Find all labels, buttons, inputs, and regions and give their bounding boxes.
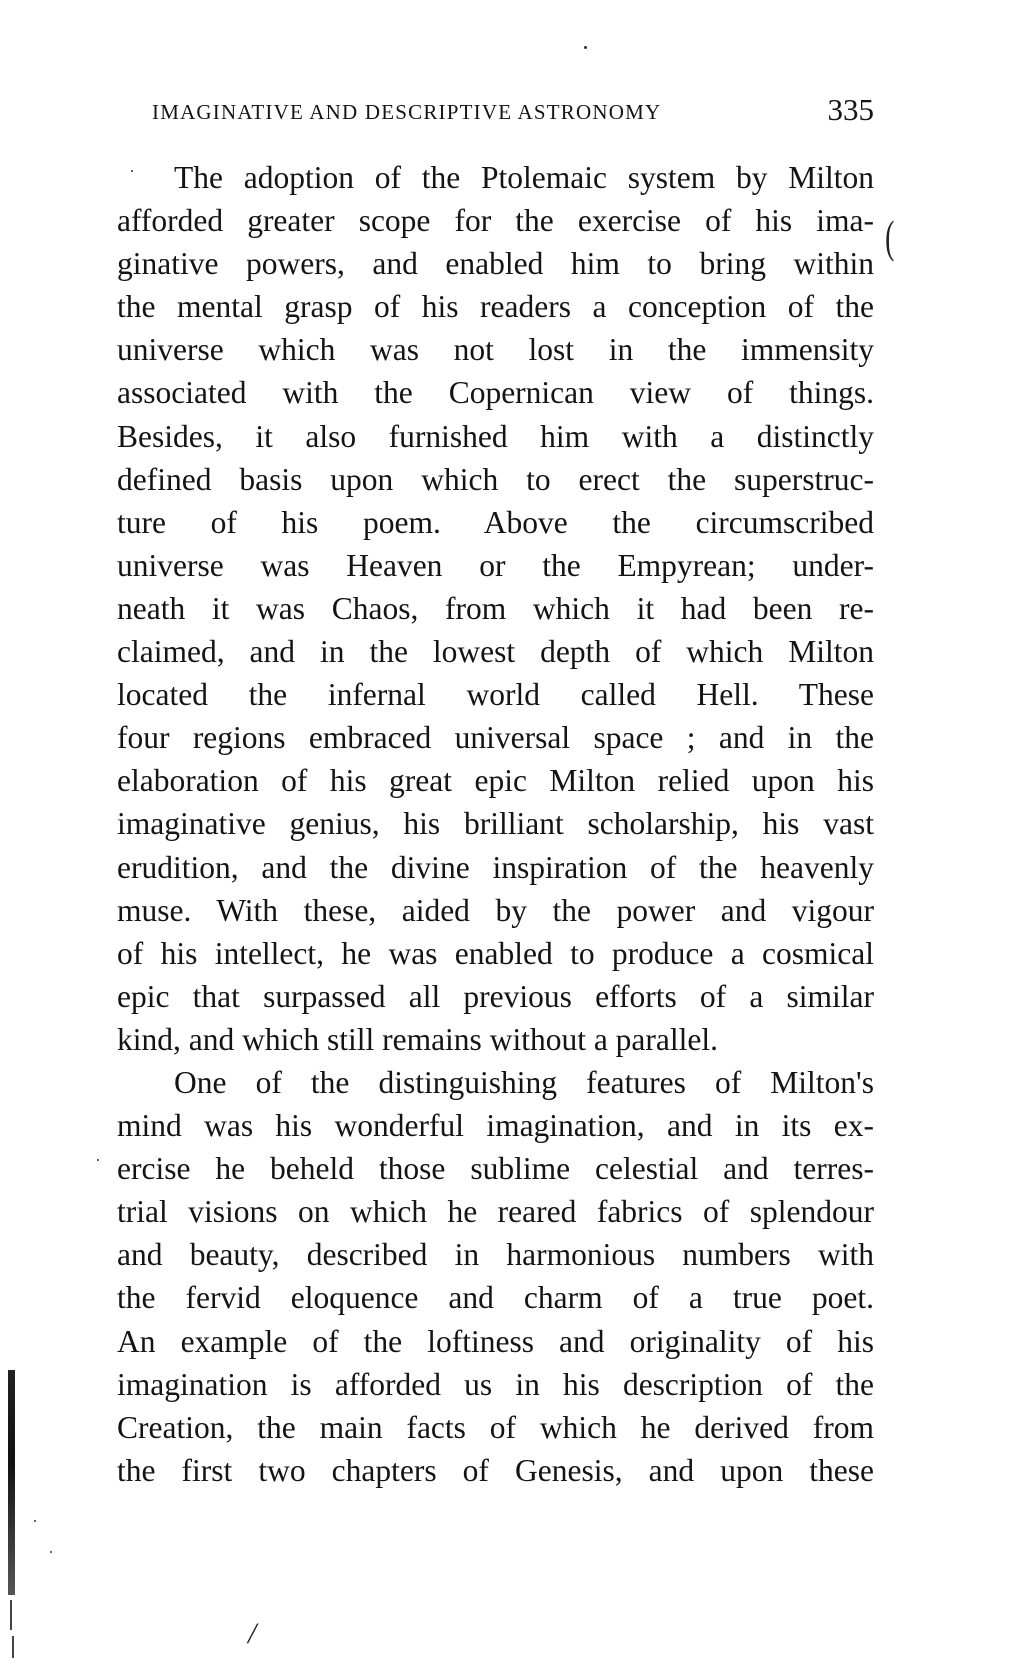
scan-edge-tick: [12, 1636, 14, 1658]
running-title: IMAGINATIVE AND DESCRIPTIVE ASTRONOMY: [152, 100, 662, 124]
text-line: muse. With these, aided by the power and vigour: [117, 892, 874, 928]
text-line: ercise he beheld those sublime celestial and terres-: [117, 1151, 874, 1187]
text-line: elaboration of his great epic Milton relied upon his: [117, 763, 874, 799]
scan-speck: [131, 170, 133, 172]
text-line: the mental grasp of his readers a conception of the: [117, 289, 874, 325]
scan-edge-bar: [8, 1370, 15, 1595]
text-line: One of the distinguishing features of Milton's: [174, 1064, 874, 1100]
text-line: kind, and which still remains without a parallel.: [117, 1021, 718, 1057]
text-line: the first two chapters of Genesis, and upon these: [117, 1452, 874, 1488]
text-line: trial visions on which he reared fabrics of splendour: [117, 1194, 874, 1230]
text-line: associated with the Copernican view of things.: [117, 375, 874, 411]
scan-speck: [97, 1159, 99, 1161]
body-text: [117, 156, 874, 1492]
margin-tick-mark: /: [248, 1617, 257, 1650]
text-line: Besides, it also furnished him with a distinctly: [117, 418, 874, 454]
scan-speck: [50, 1551, 52, 1553]
scan-speck: [34, 1520, 36, 1522]
scan-edge-tick: [10, 1600, 12, 1630]
text-line: ginative powers, and enabled him to bring within: [117, 246, 874, 282]
text-line: ture of his poem. Above the circumscribed: [117, 504, 874, 540]
text-line: defined basis upon which to erect the superstruc-: [117, 461, 874, 497]
text-line: afforded greater scope for the exercise of his ima-: [117, 203, 874, 239]
text-line: mind was his wonderful imagination, and in its ex-: [117, 1108, 874, 1144]
text-line: universe which was not lost in the immensity: [117, 332, 874, 368]
text-line: the fervid eloquence and charm of a true poet.: [117, 1280, 874, 1316]
text-line: imagination is afforded us in his description of the: [117, 1366, 874, 1402]
text-line: of his intellect, he was enabled to produce a cosmical: [117, 935, 874, 971]
text-line: and beauty, described in harmonious numbers with: [117, 1237, 874, 1273]
text-line: four regions embraced universal space ; and in the: [117, 720, 874, 756]
text-line: neath it was Chaos, from which it had been re-: [117, 590, 874, 626]
text-line: claimed, and in the lowest depth of which Milton: [117, 634, 874, 670]
text-line: located the infernal world called Hell. These: [117, 677, 874, 713]
text-line: imaginative genius, his brilliant scholarship, his vast: [117, 806, 874, 842]
text-line: The adoption of the Ptolemaic system by Milton: [174, 160, 874, 195]
page-number: 335: [827, 92, 874, 127]
text-line: An example of the loftiness and originality of his: [117, 1323, 874, 1359]
text-line: erudition, and the divine inspiration of the heavenly: [117, 849, 874, 885]
text-line: universe was Heaven or the Empyrean; under-: [117, 547, 874, 583]
scan-speck: [584, 46, 587, 49]
text-line: epic that surpassed all previous efforts of a similar: [117, 978, 874, 1014]
margin-bracket-mark: (: [885, 211, 895, 262]
running-head: [152, 90, 874, 130]
text-line: Creation, the main facts of which he derived from: [117, 1409, 874, 1445]
